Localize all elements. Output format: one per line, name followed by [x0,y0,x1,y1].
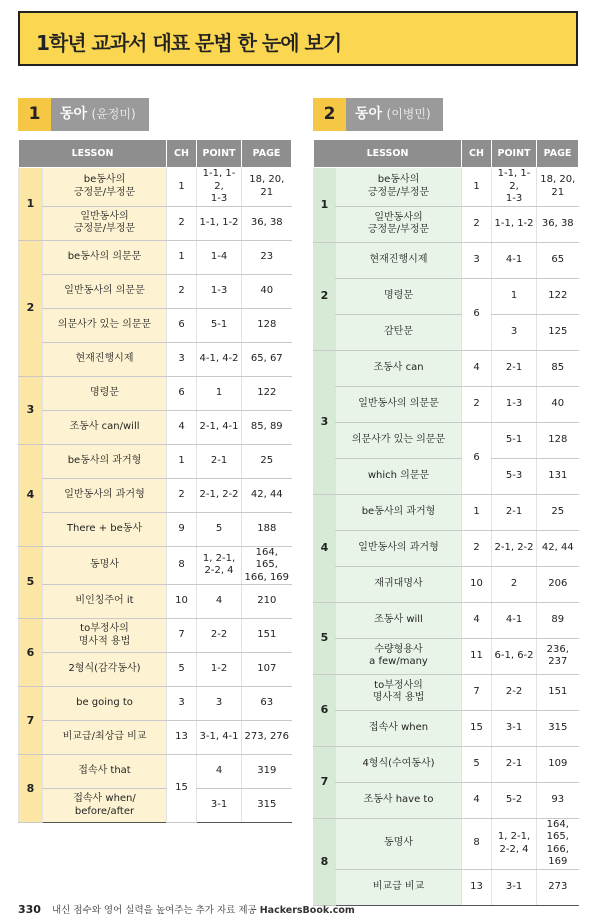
lesson-cell: 2형식(감각동사) [43,653,167,687]
lesson-cell: 비교급/최상급 비교 [43,721,167,755]
point-cell: 4 [197,585,242,619]
point-cell: 4-1 [492,602,537,638]
page-cell: 125 [537,314,579,350]
page-title: 1학년 교과서 대표 문법 한 눈에 보기 [36,31,342,55]
ch-cell: 4 [462,782,492,818]
point-cell: 1, 2-1, 2-2, 4 [492,818,537,869]
lesson-cell: There + be동사 [43,512,167,546]
lesson-cell: 조동사 will [336,602,462,638]
header-ch: CH [167,140,197,168]
lesson-cell: 의문사가 있는 의문문 [43,308,167,342]
page-cell: 63 [242,687,292,721]
ch-cell: 6 [462,278,492,350]
lesson-cell: 조동사 can [336,350,462,386]
page-cell: 151 [242,619,292,653]
lesson-cell: 비교급 비교 [336,869,462,905]
ch-cell: 2 [167,274,197,308]
point-cell: 6-1, 6-2 [492,638,537,674]
lesson-cell: 4형식(수여동사) [336,746,462,782]
ch-cell: 6 [462,422,492,494]
page-cell: 65, 67 [242,342,292,376]
page-cell: 210 [242,585,292,619]
point-cell: 1-1, 1-2 [492,206,537,242]
point-cell: 5 [197,512,242,546]
lesson-cell: 명령문 [336,278,462,314]
ch-cell: 4 [167,410,197,444]
lesson-cell: 의문사가 있는 의문문 [336,422,462,458]
ch-cell: 8 [167,546,197,585]
page-cell: 109 [537,746,579,782]
header-point: POINT [492,140,537,168]
point-cell: 1 [197,376,242,410]
unit-cell: 6 [314,674,336,746]
lesson-cell: 동명사 [43,546,167,585]
lesson-cell: 감탄문 [336,314,462,350]
point-cell: 1-3 [492,386,537,422]
page-cell: 85, 89 [242,410,292,444]
page-cell: 85 [537,350,579,386]
page-cell: 206 [537,566,579,602]
ch-cell: 1 [462,494,492,530]
point-cell: 1 [492,278,537,314]
lesson-cell: 현재진행시제 [43,342,167,376]
point-cell: 2-2 [197,619,242,653]
section2-header [313,98,443,131]
point-cell: 2-1 [197,444,242,478]
lesson-cell: which 의문문 [336,458,462,494]
unit-cell: 5 [314,602,336,674]
point-cell: 2-1 [492,494,537,530]
point-cell: 2 [492,566,537,602]
ch-cell: 10 [167,585,197,619]
lesson-cell: 접속사 that [43,755,167,789]
ch-cell: 11 [462,638,492,674]
point-cell: 3 [492,314,537,350]
page-cell: 65 [537,242,579,278]
point-cell: 3-1, 4-1 [197,721,242,755]
point-cell: 2-1, 2-2 [197,478,242,512]
point-cell: 3-1 [197,789,242,823]
lesson-cell: to부정사의 명사적 용법 [43,619,167,653]
header-lesson: LESSON [314,140,462,168]
section2-label [346,98,443,131]
point-cell: 2-2 [492,674,537,710]
footer [18,902,355,916]
section1-author: (윤정미) [91,107,136,121]
unit-cell: 1 [19,168,43,241]
ch-cell: 13 [167,721,197,755]
point-cell: 2-1, 2-2 [492,530,537,566]
lesson-cell: 접속사 when/ before/after [43,789,167,823]
page-cell: 40 [242,274,292,308]
lesson-cell: be동사의 과거형 [43,444,167,478]
lesson-cell: 비인칭주어 it [43,585,167,619]
lesson-cell: 일반동사의 긍정문/부정문 [336,206,462,242]
point-cell: 5-1 [492,422,537,458]
page-cell: 122 [537,278,579,314]
unit-cell: 8 [314,818,336,905]
section1-publisher: 동아 [60,106,88,122]
section1-number: 1 [18,98,51,131]
ch-cell: 1 [462,168,492,207]
ch-cell: 15 [462,710,492,746]
header-page: PAGE [537,140,579,168]
page-cell: 128 [537,422,579,458]
lesson-cell: be going to [43,687,167,721]
ch-cell: 9 [167,512,197,546]
page-cell: 42, 44 [242,478,292,512]
unit-cell: 5 [19,546,43,619]
page-number: 330 [18,903,41,916]
ch-cell: 2 [462,386,492,422]
section2-table [313,139,579,906]
page-cell: 36, 38 [537,206,579,242]
lesson-cell: 일반동사의 긍정문/부정문 [43,206,167,240]
lesson-cell: to부정사의 명사적 용법 [336,674,462,710]
unit-cell: 3 [314,350,336,494]
point-cell: 3 [197,687,242,721]
point-cell: 4 [197,755,242,789]
unit-cell: 2 [19,240,43,376]
ch-cell: 8 [462,818,492,869]
page-cell: 93 [537,782,579,818]
section2-publisher: 동아 [355,106,383,122]
ch-cell: 3 [167,687,197,721]
point-cell: 4-1, 4-2 [197,342,242,376]
unit-cell: 6 [19,619,43,687]
ch-cell: 2 [167,478,197,512]
unit-cell: 4 [19,444,43,546]
section2-number: 2 [313,98,346,131]
point-cell: 5-2 [492,782,537,818]
lesson-cell: 명령문 [43,376,167,410]
section1-header [18,98,149,131]
lesson-cell: 일반동사의 의문문 [336,386,462,422]
lesson-cell: 일반동사의 의문문 [43,274,167,308]
lesson-cell: 접속사 when [336,710,462,746]
page-cell: 42, 44 [537,530,579,566]
section1-table [18,139,292,823]
page-cell: 36, 38 [242,206,292,240]
page-cell: 164, 165, 166, 169 [242,546,292,585]
point-cell: 1-1, 1-2, 1-3 [492,168,537,207]
ch-cell: 7 [167,619,197,653]
point-cell: 1-1, 1-2 [197,206,242,240]
lesson-cell: be동사의 긍정문/부정문 [43,168,167,207]
ch-cell: 6 [167,376,197,410]
lesson-cell: be동사의 과거형 [336,494,462,530]
page-cell: 89 [537,602,579,638]
point-cell: 1-1, 1-2, 1-3 [197,168,242,207]
unit-cell: 3 [19,376,43,444]
ch-cell: 13 [462,869,492,905]
page-cell: 319 [242,755,292,789]
ch-cell: 5 [462,746,492,782]
ch-cell: 1 [167,444,197,478]
ch-cell: 10 [462,566,492,602]
ch-cell: 2 [462,530,492,566]
page-cell: 25 [537,494,579,530]
lesson-cell: be동사의 긍정문/부정문 [336,168,462,207]
lesson-cell: be동사의 의문문 [43,240,167,274]
unit-cell: 2 [314,242,336,350]
page-cell: 188 [242,512,292,546]
point-cell: 2-1, 4-1 [197,410,242,444]
page-cell: 122 [242,376,292,410]
page-cell: 315 [242,789,292,823]
point-cell: 3-1 [492,710,537,746]
ch-cell: 7 [462,674,492,710]
unit-cell: 4 [314,494,336,602]
footer-site: HackersBook.com [259,905,355,916]
ch-cell: 1 [167,240,197,274]
footer-text: 내신 점수와 영어 실력을 높여주는 추가 자료 제공 [52,905,257,916]
ch-cell: 2 [167,206,197,240]
ch-cell: 6 [167,308,197,342]
page-cell: 23 [242,240,292,274]
page-cell: 25 [242,444,292,478]
point-cell: 5-1 [197,308,242,342]
lesson-cell: 재귀대명사 [336,566,462,602]
unit-cell: 7 [19,687,43,755]
header-ch: CH [462,140,492,168]
page-cell: 128 [242,308,292,342]
section2-author: (이병민) [386,107,431,121]
page-cell: 164, 165, 166, 169 [537,818,579,869]
header-page: PAGE [242,140,292,168]
point-cell: 3-1 [492,869,537,905]
lesson-cell: 동명사 [336,818,462,869]
lesson-cell: 수량형용사 a few/many [336,638,462,674]
section1-label [51,98,149,131]
point-cell: 4-1 [492,242,537,278]
page-cell: 131 [537,458,579,494]
ch-cell: 2 [462,206,492,242]
point-cell: 1, 2-1, 2-2, 4 [197,546,242,585]
point-cell: 5-3 [492,458,537,494]
unit-cell: 1 [314,168,336,243]
page-cell: 40 [537,386,579,422]
page-cell: 236, 237 [537,638,579,674]
ch-cell: 4 [462,602,492,638]
unit-cell: 7 [314,746,336,818]
lesson-cell: 일반동사의 과거형 [336,530,462,566]
unit-cell: 8 [19,755,43,823]
header-lesson: LESSON [19,140,167,168]
point-cell: 2-1 [492,350,537,386]
lesson-cell: 현재진행시제 [336,242,462,278]
page-cell: 273, 276 [242,721,292,755]
ch-cell: 15 [167,755,197,823]
lesson-cell: 조동사 can/will [43,410,167,444]
page-cell: 18, 20, 21 [537,168,579,207]
page-title-box [18,11,578,66]
page-cell: 107 [242,653,292,687]
ch-cell: 1 [167,168,197,207]
lesson-cell: 조동사 have to [336,782,462,818]
point-cell: 2-1 [492,746,537,782]
ch-cell: 3 [167,342,197,376]
lesson-cell: 일반동사의 과거형 [43,478,167,512]
page-cell: 273 [537,869,579,905]
ch-cell: 3 [462,242,492,278]
ch-cell: 5 [167,653,197,687]
page-cell: 18, 20, 21 [242,168,292,207]
point-cell: 1-3 [197,274,242,308]
header-point: POINT [197,140,242,168]
point-cell: 1-2 [197,653,242,687]
point-cell: 1-4 [197,240,242,274]
page-cell: 151 [537,674,579,710]
page-cell: 315 [537,710,579,746]
ch-cell: 4 [462,350,492,386]
